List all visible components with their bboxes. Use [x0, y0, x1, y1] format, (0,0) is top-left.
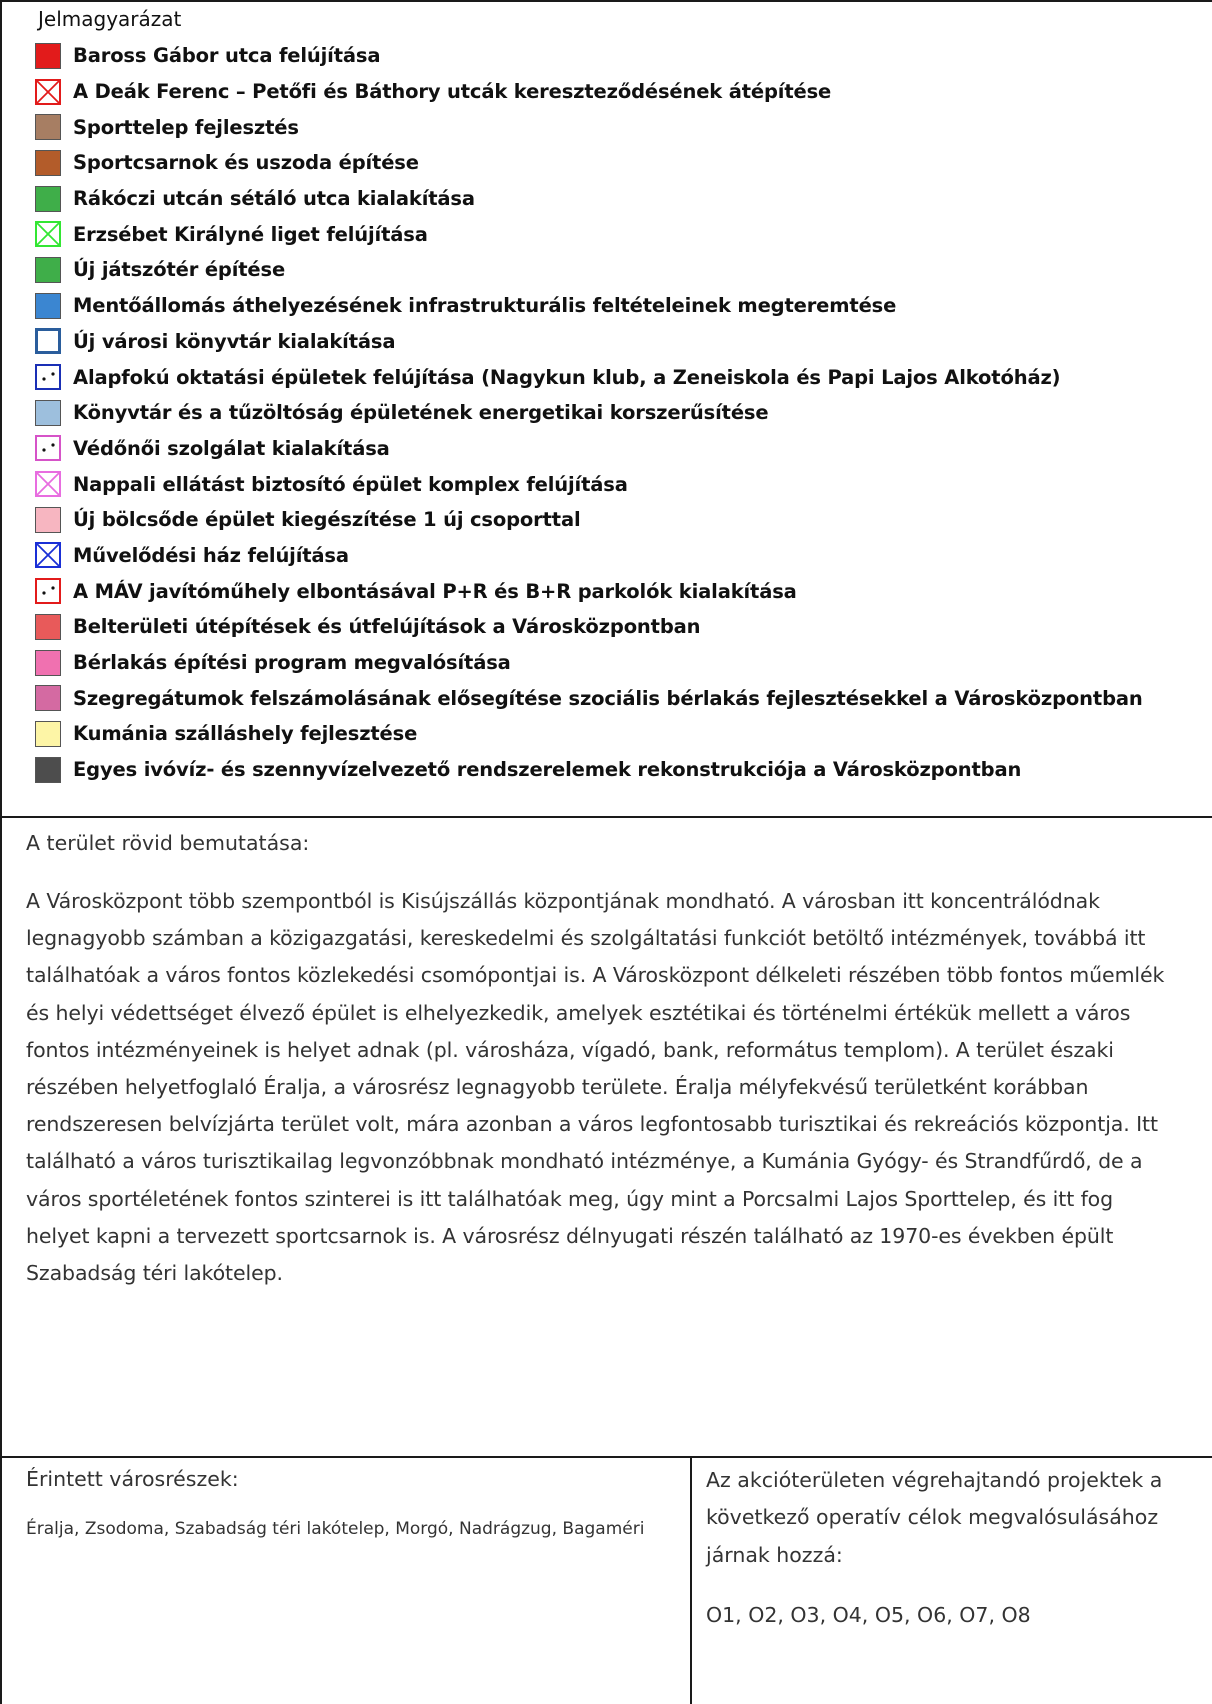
- legend-item: [26, 716, 1176, 752]
- legend-item: [26, 431, 1176, 467]
- affected-districts-cell: [26, 1458, 686, 1544]
- legend-item: [26, 216, 1176, 252]
- legend-label: Mentőállomás áthelyezésének infrastrukturális feltételeinek megteremtése: [73, 294, 897, 318]
- legend-swatch-cross: [35, 79, 61, 105]
- legend-item: [26, 145, 1176, 181]
- legend-swatch-cross: [35, 471, 61, 497]
- operative-objectives-cell: [706, 1458, 1186, 1630]
- legend-item: [26, 609, 1176, 645]
- operative-objectives-value: O1, O2, O3, O4, O5, O6, O7, O8: [706, 1602, 1031, 1627]
- legend-label: Alapfokú oktatási épületek felújítása (Nagykun klub, a Zeneiskola és Papi Lajos Alkotóház): [73, 365, 1061, 389]
- legend-swatch-solid: [35, 150, 61, 176]
- legend-swatch-solid: [35, 721, 61, 747]
- legend-label: Új játszótér építése: [73, 258, 286, 282]
- legend-swatch-solid: [35, 685, 61, 711]
- table-border-left: [0, 0, 2, 1704]
- legend-swatch-solid: [35, 650, 61, 676]
- table-divider-vertical: [690, 1456, 692, 1704]
- legend-item: [26, 38, 1176, 74]
- legend-label: Erzsébet Királyné liget felújítása: [73, 222, 428, 246]
- legend-item: [26, 538, 1176, 574]
- legend-item: [26, 252, 1176, 288]
- description-heading: A terület rövid bemutatása:: [26, 831, 310, 855]
- legend-item: [26, 680, 1176, 716]
- legend-label: Új bölcsőde épület kiegészítése 1 új csoporttal: [73, 508, 581, 532]
- legend-label: Sportcsarnok és uszoda építése: [73, 151, 419, 175]
- legend-item: [26, 324, 1176, 360]
- legend-swatch-solid: [35, 43, 61, 69]
- legend-label: Művelődési ház felújítása: [73, 543, 349, 567]
- legend-swatch-solid: [35, 507, 61, 533]
- legend-item: [26, 74, 1176, 110]
- legend-swatch-solid: [35, 186, 61, 212]
- legend-item: [26, 466, 1176, 502]
- legend-item: [26, 752, 1176, 788]
- legend-swatch-cross: [35, 542, 61, 568]
- legend-label: Könyvtár és a tűzöltóság épületének energetikai korszerűsítése: [73, 401, 769, 425]
- legend-label: A Deák Ferenc – Petőfi és Báthory utcák kereszteződésének átépítése: [73, 80, 832, 104]
- legend-swatch-outline: [35, 328, 61, 354]
- legend-title: Jelmagyarázat: [38, 7, 182, 31]
- legend-label: Új városi könyvtár kialakítása: [73, 329, 396, 353]
- affected-districts-value: Éralja, Zsodoma, Szabadság téri lakótelep, Morgó, Nadrágzug, Bagaméri: [26, 1519, 645, 1539]
- legend-label: Kumánia szálláshely fejlesztése: [73, 722, 418, 746]
- legend-item: [26, 109, 1176, 145]
- legend-item: [26, 288, 1176, 324]
- legend-label: Belterületi útépítések és útfelújítások a Városközpontban: [73, 615, 701, 639]
- legend-item: [26, 359, 1176, 395]
- legend-label: Védőnői szolgálat kialakítása: [73, 436, 390, 460]
- map-legend: [26, 4, 1176, 787]
- operative-objectives-heading: Az akcióterületen végrehajtandó projektek a következő operatív célok megvalósulásához járnak hozzá:: [706, 1468, 1163, 1567]
- legend-list: [26, 38, 1176, 787]
- legend-item: [26, 502, 1176, 538]
- affected-districts-heading: Érintett városrészek:: [26, 1467, 239, 1491]
- legend-label: Egyes ivóvíz- és szennyvízelvezető rendszerelemek rekonstrukciója a Városközpontban: [73, 758, 1022, 782]
- legend-swatch-solid: [35, 114, 61, 140]
- legend-label: Szegregátumok felszámolásának elősegítése szociális bérlakás fejlesztésekkel a Városközpontban: [73, 686, 1143, 710]
- legend-label: Sporttelep fejlesztés: [73, 115, 299, 139]
- legend-swatch-dots: [35, 578, 61, 604]
- table-border-top: [0, 0, 1212, 2]
- legend-swatch-solid: [35, 293, 61, 319]
- legend-swatch-solid: [35, 757, 61, 783]
- legend-label: Rákóczi utcán sétáló utca kialakítása: [73, 187, 475, 211]
- legend-item: [26, 645, 1176, 681]
- legend-item: [26, 395, 1176, 431]
- legend-item: [26, 181, 1176, 217]
- legend-label: Nappali ellátást biztosító épület komplex felújítása: [73, 472, 628, 496]
- legend-label: Baross Gábor utca felújítása: [73, 44, 381, 68]
- legend-swatch-solid: [35, 257, 61, 283]
- legend-swatch-cross: [35, 221, 61, 247]
- legend-swatch-solid: [35, 400, 61, 426]
- description-body: A Városközpont több szempontból is Kisújszállás központjának mondható. A városban itt koncentrálódnak legnagyobb számban a közigazgatási, kereskedelmi és szolgáltatási funkciót betöltő intézmények, továbbá itt találhatóak a város fontos közlekedési csomópontjai is. A Városközpont délkeleti részében több fontos műemlék és helyi védettséget élvező épület is elhelyezkedik, amelyek esztétikai és történelmi értékük mellett a város fontos intézményeinek is helyet adnak (pl. városháza, vígadó, bank, református templom). A terület északi részében helyetfoglaló Éralja, a városrész legnagyobb területe. Éralja mélyfekvésű területként korábban rendszeresen belvízjárta terület volt, mára azonban a város legfontosabb turisztikai és rekreációs központja. Itt található a város turisztikailag legvonzóbbnak mondható intézménye, a Kumánia Gyógy- és Strandfűrdő, de a város sportéletének fontos szinterei is itt találhatóak meg, úgy mint a Porcsalmi Lajos Sporttelep, és itt fog helyet kapni a tervezett sportcsarnok is. A városrész délnyugati részén található az 1970-es években épült Szabadság téri lakótelep.: [26, 889, 1165, 1286]
- legend-swatch-dots: [35, 435, 61, 461]
- legend-label: Bérlakás építési program megvalósítása: [73, 651, 511, 675]
- legend-item: [26, 573, 1176, 609]
- legend-swatch-solid: [35, 614, 61, 640]
- legend-swatch-dots: [35, 364, 61, 390]
- legend-label: A MÁV javítóműhely elbontásával P+R és B+R parkolók kialakítása: [73, 579, 797, 603]
- area-description: [26, 818, 1176, 1292]
